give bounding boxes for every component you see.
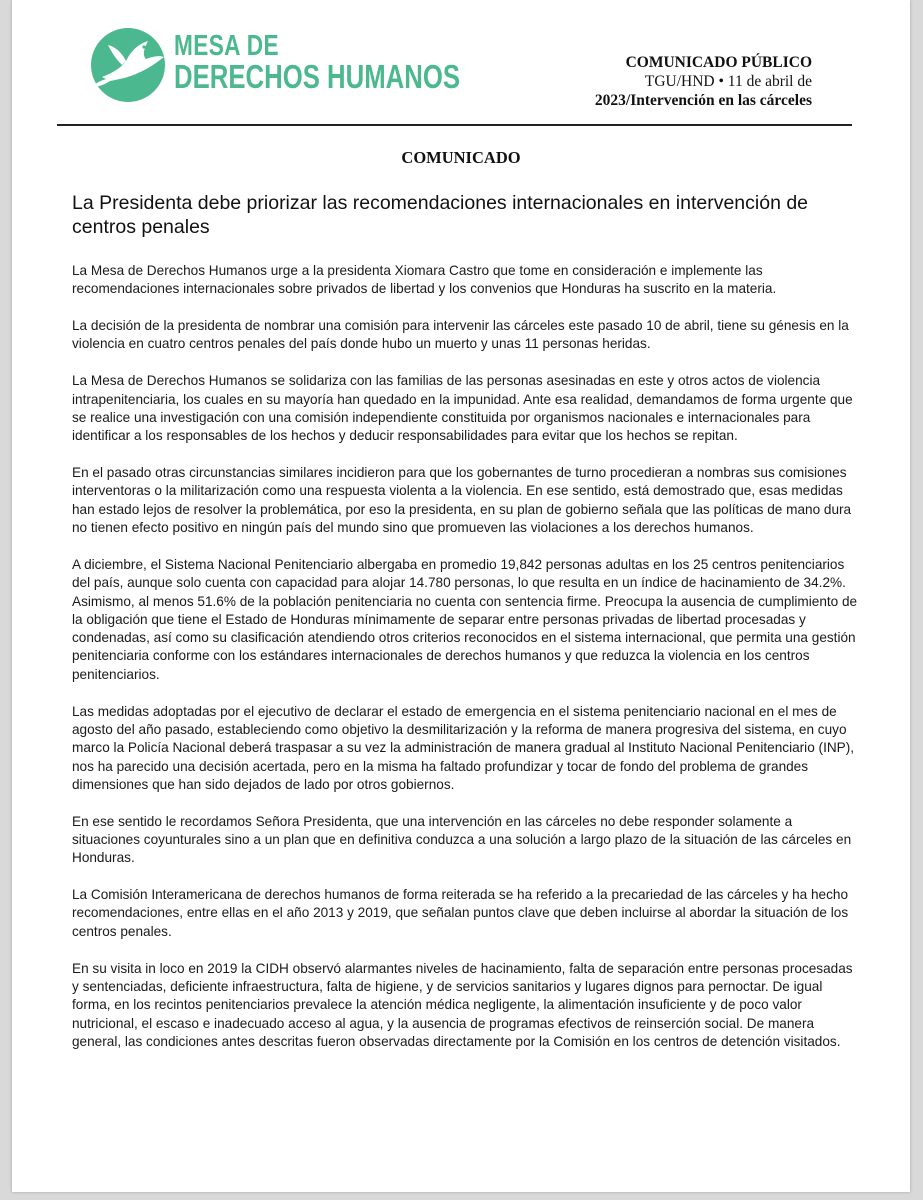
document-header-info [595, 53, 812, 110]
document-page [12, 0, 910, 1192]
logo-line-2: DERECHOS HUMANOS [174, 58, 461, 95]
paragraph: En el pasado otras circunstancias similares incidieron para que los gobernantes de turno procedieran a nombras sus comisiones interventoras o la militarización como una respuesta violenta a la violencia. En ese sentido, está demostrado que, esas medidas han estado lejos de resolver la problemática, por eso la presidenta, en su plan de gobierno señala que las políticas de mano dura no tienen efecto positivo en ningún país del mundo sino que promueven las violaciones a los derechos humanos. [72, 465, 852, 536]
document-body [72, 262, 862, 1070]
paragraph: La Mesa de Derechos Humanos urge a la presidenta Xiomara Castro que tome en consideración e implemente las recomendaciones internacionales sobre privados de libertad y los convenios que Honduras ha suscrito en la materia. [72, 263, 777, 297]
paragraph: La Comisión Interamericana de derechos humanos de forma reiterada se ha referido a la precariedad de las cárceles y ha hecho recomendaciones, entre ellas en el año 2013 y 2019, que señalan puntos clave que deben incluirse al abordar la situación de los centros penales. [72, 887, 849, 939]
header-date: TGU/HND • 11 de abril de [644, 73, 812, 90]
paragraph: La Mesa de Derechos Humanos se solidariza con las familias de las personas asesinadas en este y otros actos de violencia intrapenitenciaria, los cuales en su mayoría han quedado en la impunidad. Ante esa realidad, demandamos de forma urgente que se realice una investigación con una comisión independiente constituida por organismos nacionales e internacionales para identificar a los responsables de los hechos y deducir responsabilidades para evitar que los hechos se repitan. [72, 373, 853, 444]
logo-wordmark [174, 31, 460, 93]
paragraph: Las medidas adoptadas por el ejecutivo de declarar el estado de emergencia en el sistema penitenciario nacional en el mes de agosto del año pasado, estableciendo como objetivo la desmilitarización y la reforma de manera progresiva del sistema, en cuyo marco la Policía Nacional deberá traspasar a su vez la administración de manera gradual al Instituto Nacional Penitenciario (INP), nos ha parecido una decisión acertada, pero en la misma ha faltado profundizar y tocar de fondo del problema de grandes dimensiones que han sido dejados de lado por otros gobiernos. [72, 703, 855, 792]
header-title: COMUNICADO PÚBLICO [625, 54, 812, 71]
paragraph: En ese sentido le recordamos Señora Presidenta, que una intervención en las cárceles no debe responder solamente a situaciones coyunturales sino a un plan que en definitiva conduzca a una solución a largo plazo de la situación de las cárceles en Honduras. [72, 813, 852, 866]
section-title: COMUNICADO [401, 148, 521, 167]
header-divider [57, 124, 852, 126]
paragraph: A diciembre, el Sistema Nacional Penitenciario albergaba en promedio 19,842 personas adultas en los 25 centros penitenciarios del país, aunque solo cuenta con capacidad para alojar 14.780 personas, lo que resulta en un índice de hacinamiento de 34.2%. Asimismo, al menos 51.6% de la población penitenciaria no cuenta con sentencia firme. Preocupa la ausencia de cumplimiento de la obligación que tiene el Estado de Honduras mínimamente de separar entre personas privadas de libertad procesadas y condenadas, así como su clasificación atendiendo otros criterios reconocidos en el sistema internacional, que permita una gestión penitenciaria conforme con los estándares internacionales de derechos humanos y que reduzca la violencia en los centros penitenciarios. [72, 556, 858, 682]
paragraph: La decisión de la presidenta de nombrar una comisión para intervenir las cárceles este pasado 10 de abril, tiene su génesis en la violencia en cuatro centros penales del país donde hubo un muerto y unas 11 personas heridas. [72, 318, 849, 352]
headline: La Presidenta debe priorizar las recomendaciones internacionales en intervención de centros penales [72, 192, 809, 238]
paragraph: En su visita in loco en 2019 la CIDH observó alarmantes niveles de hacinamiento, falta de separación entre personas procesadas y sentenciadas, deficiente infraestructura, falta de higiene, y de servicios sanitarios y lugares dignos para pernoctar. De igual forma, en los recintos penitenciarios prevalece la atención médica negligente, la alimentación insuficiente y de poco valor nutricional, el escaso e inadecuado acceso al agua, y la ausencia de programas efectivos de reinserción social. De manera general, las condiciones antes descritas fueron observadas directamente por la Comisión en los centros de detención visitados. [72, 960, 853, 1049]
header-subtitle: 2023/Intervención en las cárceles [594, 92, 812, 109]
dove-icon [86, 25, 172, 105]
logo-line-1: MESA DE [174, 30, 279, 62]
organization-logo [86, 25, 461, 105]
